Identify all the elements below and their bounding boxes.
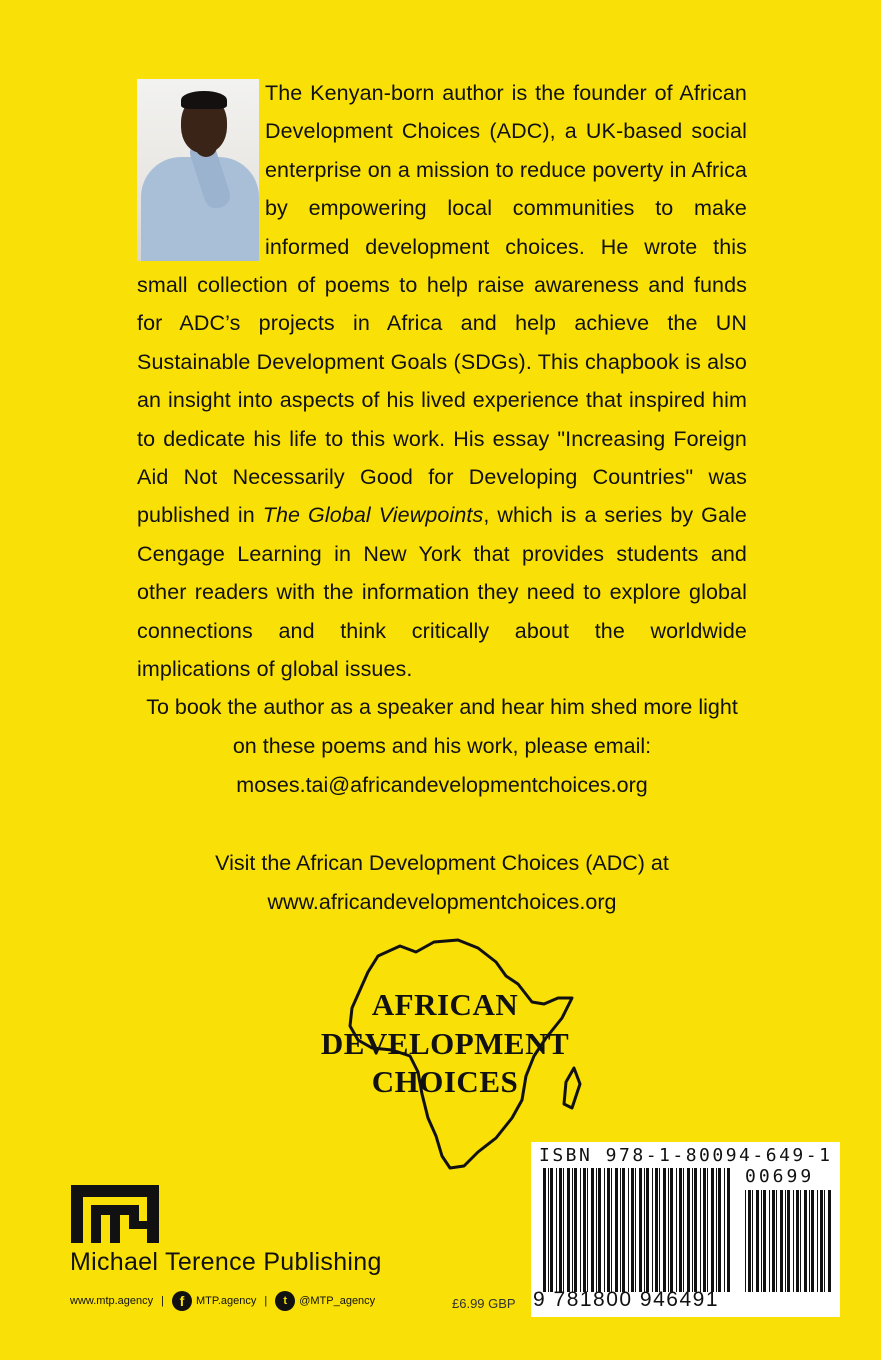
adc-website[interactable]: www.africandevelopmentchoices.org xyxy=(267,889,617,914)
author-photo xyxy=(137,79,259,261)
publication-title: The Global Viewpoints xyxy=(262,503,484,528)
mtp-logo-icon xyxy=(71,1185,159,1243)
visit-line: Visit the African Development Choices (ADC) at xyxy=(215,851,669,875)
publisher-contacts xyxy=(70,1290,375,1312)
barcode-digits: 9 781800 946491 xyxy=(533,1288,719,1311)
twitter-icon: t xyxy=(275,1291,295,1311)
divider: | xyxy=(264,1295,268,1307)
author-email[interactable]: moses.tai@africandevelopmentchoices.org xyxy=(236,772,648,797)
author-bio xyxy=(137,74,747,689)
adc-logo-line-3: CHOICES xyxy=(371,1064,519,1099)
booking-line-2: on these poems and his work, please email: xyxy=(232,733,652,758)
adc-logo-line-2: DEVELOPMENT xyxy=(320,1026,570,1061)
bio-text-end: , which is a series by Gale Cengage Learning in New York that provides students and other readers with the information they need to explore global connections and think critically about the worldwide implications of global issues. xyxy=(137,503,747,682)
addon-code: 00699 xyxy=(745,1166,815,1187)
booking-line-1: To book the author as a speaker and hear him shed more light xyxy=(146,695,738,719)
booking-info xyxy=(90,688,794,804)
bio-text: The Kenyan-born author is the founder of African Development Choices (ADC), a UK-based social enterprise on a mission to reduce poverty in Africa by empowering local communities to make informed development choices. He wrote this small collection of poems to help raise awareness and funds for ADC’s projects in Africa and help achieve the UN Sustainable Development Goals (SDGs). This chapbook is also an insight into aspects of his lived experience that inspired him to dedicate his life to this work. His essay "Increasing Foreign Aid Not Necessarily Good for Developing Countries" was published in xyxy=(137,81,747,528)
publisher-facebook[interactable]: MTP.agency xyxy=(196,1295,257,1307)
publisher-twitter[interactable]: @MTP_agency xyxy=(299,1295,376,1307)
visit-info xyxy=(90,844,794,922)
publisher-name: Michael Terence Publishing xyxy=(70,1248,382,1276)
divider: | xyxy=(161,1295,165,1307)
facebook-icon: f xyxy=(172,1291,192,1311)
isbn-barcode xyxy=(531,1142,840,1317)
publisher-website[interactable]: www.mtp.agency xyxy=(70,1295,154,1307)
adc-logo-line-1: AFRICAN xyxy=(371,987,519,1022)
isbn-label: ISBN 978-1-80094-649-1 xyxy=(539,1145,833,1166)
price-label: £6.99 GBP xyxy=(452,1296,516,1311)
